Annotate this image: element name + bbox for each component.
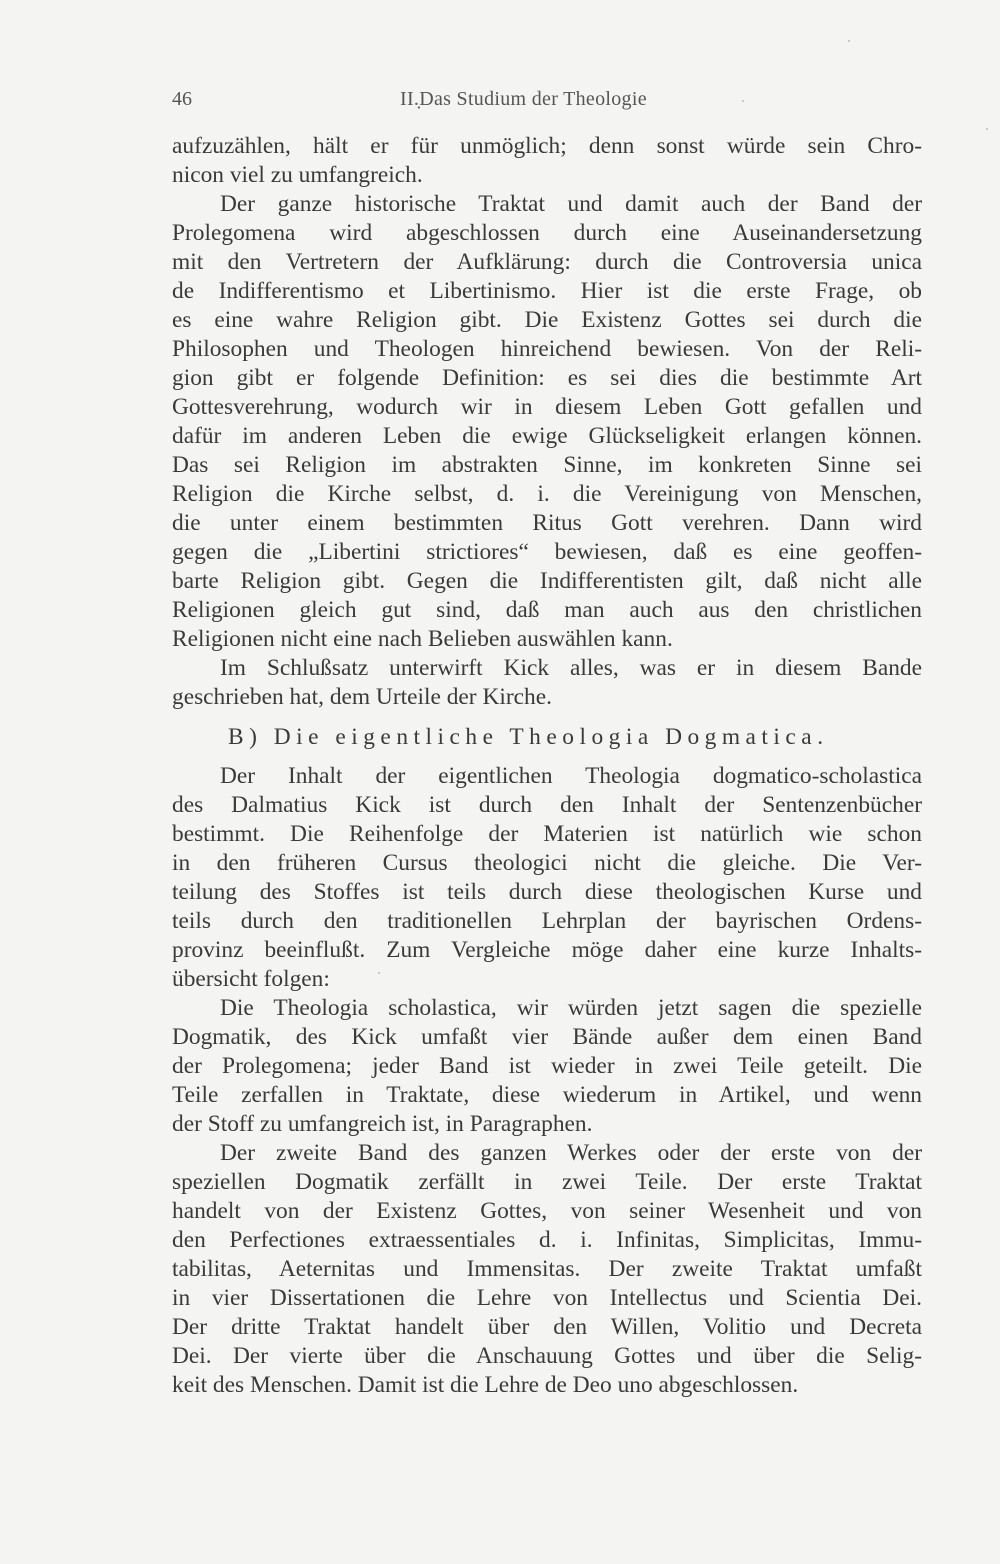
- text-line: Religionen gleich gut sind, daß man auch aus den christlichen: [172, 597, 922, 623]
- text-line: Teile zerfallen in Traktate, diese wiederum in Artikel, und wenn: [172, 1082, 922, 1108]
- text-line: geschrieben hat, dem Urteile der Kirche.: [172, 684, 552, 710]
- text-line: keit des Menschen. Damit ist die Lehre de Deo uno abgeschlossen.: [172, 1372, 799, 1398]
- text-line: bestimmt. Die Reihenfolge der Materien ist natürlich wie schon: [172, 821, 922, 847]
- text-line: speziellen Dogmatik zerfällt in zwei Teile. Der erste Traktat: [172, 1169, 922, 1195]
- text-body: [172, 132, 922, 1400]
- section-heading: B) Die eigentliche Theologia Dogmatica.: [228, 724, 829, 750]
- paper-speck: [986, 128, 988, 130]
- paragraph-group-1: [172, 132, 922, 712]
- text-line: gegen die „Libertini strictiores“ bewiesen, daß es eine geoffen-: [172, 539, 922, 565]
- text-line: des Dalmatius Kick ist durch den Inhalt der Sentenzenbücher: [172, 792, 922, 818]
- text-line: barte Religion gibt. Gegen die Indifferentisten gilt, daß nicht alle: [172, 568, 922, 594]
- paper-speck: [848, 40, 850, 42]
- text-line: Der dritte Traktat handelt über den Willen, Volitio und Decreta: [172, 1314, 922, 1340]
- text-line: teils durch den traditionellen Lehrplan der bayrischen Ordens-: [172, 908, 922, 934]
- text-line: der Stoff zu umfangreich ist, in Paragraphen.: [172, 1111, 593, 1137]
- paper-speck: [742, 100, 744, 102]
- text-line: die unter einem bestimmten Ritus Gott verehren. Dann wird: [172, 510, 922, 536]
- text-line: Das sei Religion im abstrakten Sinne, im konkreten Sinne sei: [172, 452, 922, 478]
- text-line: Der ganze historische Traktat und damit auch der Band der: [220, 191, 922, 217]
- paragraph: [172, 654, 922, 712]
- text-line: in den früheren Cursus theologici nicht die gleiche. Die Ver-: [172, 850, 922, 876]
- text-line: Die Theologia scholastica, wir würden jetzt sagen die spezielle: [220, 995, 922, 1021]
- text-line: tabilitas, Aeternitas und Immensitas. Der zweite Traktat umfaßt: [172, 1256, 922, 1282]
- text-line: mit den Vertretern der Aufklärung: durch die Controversia unica: [172, 249, 922, 275]
- text-line: de Indifferentismo et Libertinismo. Hier ist die erste Frage, ob: [172, 278, 922, 304]
- text-line: übersicht folgen:: [172, 966, 330, 992]
- page-number: 46: [172, 88, 192, 110]
- text-line: Dei. Der vierte über die Anschauung Gottes und über die Selig-: [172, 1343, 922, 1369]
- paragraph: [172, 762, 922, 994]
- text-line: teilung des Stoffes ist teils durch diese theologischen Kurse und: [172, 879, 922, 905]
- paragraph: [172, 1139, 922, 1400]
- paragraph: [172, 994, 922, 1139]
- text-line: Religion die Kirche selbst, d. i. die Vereinigung von Menschen,: [172, 481, 922, 507]
- text-line: Dogmatik, des Kick umfaßt vier Bände außer dem einen Band: [172, 1024, 922, 1050]
- text-line: Gottesverehrung, wodurch wir in diesem Leben Gott gefallen und: [172, 394, 922, 420]
- running-header: [172, 88, 922, 118]
- text-line: den Perfectiones extraessentiales d. i. Infinitas, Simplicitas, Immu-: [172, 1227, 922, 1253]
- text-line: Philosophen und Theologen hinreichend bewiesen. Von der Reli-: [172, 336, 922, 362]
- text-line: Prolegomena wird abgeschlossen durch eine Auseinandersetzung: [172, 220, 922, 246]
- text-line: es eine wahre Religion gibt. Die Existenz Gottes sei durch die: [172, 307, 922, 333]
- text-line: handelt von der Existenz Gottes, von seiner Wesenheit und von: [172, 1198, 922, 1224]
- paragraph: [172, 190, 922, 654]
- text-line: aufzuzählen, hält er für unmöglich; denn sonst würde sein Chro-: [172, 133, 922, 159]
- text-line: nicon viel zu umfangreich.: [172, 162, 423, 188]
- text-line: Der zweite Band des ganzen Werkes oder der erste von der: [220, 1140, 922, 1166]
- running-title: II.̣Das Studium der Theologie: [400, 88, 647, 110]
- paragraph: [172, 132, 922, 190]
- text-line: Der Inhalt der eigentlichen Theologia dogmatico-scholastica: [220, 763, 922, 789]
- text-line: Religionen nicht eine nach Belieben auswählen kann.: [172, 626, 673, 652]
- text-line: gion gibt er folgende Definition: es sei dies die bestimmte Art: [172, 365, 922, 391]
- text-line: der Prolegomena; jeder Band ist wieder in zwei Teile geteilt. Die: [172, 1053, 922, 1079]
- text-line: Im Schlußsatz unterwirft Kick alles, was er in diesem Bande: [220, 655, 922, 681]
- text-line: in vier Dissertationen die Lehre von Intellectus und Scientia Dei.: [172, 1285, 922, 1311]
- text-line: provinz beeinflußt. Zum Vergleiche möge daher eine kurze Inhalts-: [172, 937, 922, 963]
- paper-speck: [378, 972, 380, 974]
- text-line: dafür im anderen Leben die ewige Glückseligkeit erlangen können.: [172, 423, 922, 449]
- paragraph-group-2: [172, 762, 922, 1400]
